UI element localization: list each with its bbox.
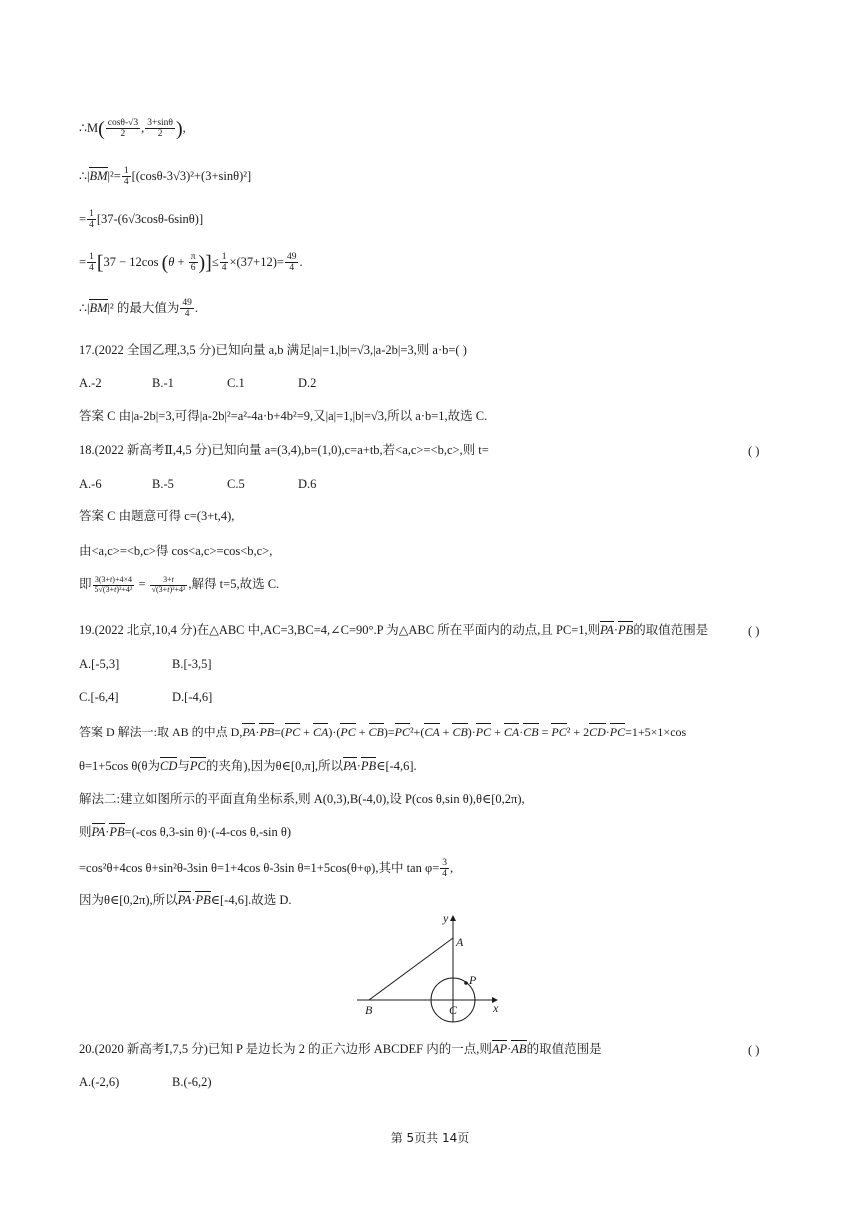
- q20-stem: 20.(2020 新高考Ⅰ,7,5 分)已知 P 是边长为 2 的正六边形 ABCDEF 内的一点,则AP·AB的取值范围是: [79, 1042, 602, 1056]
- q19-answer-method1-cont: θ=1+5cos θ(θ为CD与PC的夹角),因为θ∈[0,π],所以PA·PB∈[-4,6].: [79, 759, 417, 773]
- q18-option-c: C.5: [227, 477, 245, 491]
- q19-bracket: ( ): [748, 624, 760, 638]
- label-p: P: [469, 973, 477, 987]
- solution-line-expand: = $\frac{1}{4}$ [37-(6√3cosθ-6sinθ)]: [79, 209, 204, 231]
- q18-option-d: D.6: [298, 477, 317, 491]
- q18-step1: 由<a,c>=<b,c>得 cos<a,c>=cos<b,c>,: [79, 544, 273, 558]
- q17-answer: 答案 C 由|a-2b|=3,可得|a-2b|²=a²-4a·b+4b²=9,又|a|=1,|b|=√3,所以 a·b=1,故选 C.: [79, 409, 488, 423]
- segment-ab: [369, 938, 453, 1000]
- solution-line-bound: = $\frac{1}{4}$ [37 − 12cos (θ + $\frac{\pi}{6}$ )]≤ $\frac{1}{4}$ ×(37+12)= $\frac{49}{4}$ .: [79, 251, 303, 274]
- q17-option-d: D.2: [298, 376, 317, 390]
- q19-method2-line2: 则PA·PB=(-cos θ,3-sin θ)·(-4-cos θ,-sin θ): [79, 825, 292, 839]
- q19-option-d: D.[-4,6]: [172, 690, 213, 704]
- q19-option-b: B.[-3,5]: [172, 657, 212, 671]
- q20-bracket: ( ): [748, 1043, 760, 1057]
- q18-option-b: B.-5: [152, 477, 174, 491]
- q19-answer-method1: 答案 D 解法一:取 AB 的中点 D,PA·PB=(PC + CA)·(PC + CB)=PC²+(CA + CB)·PC + CA·CB = PC² + 2CD·PC=1+5×1×cos: [79, 725, 687, 739]
- q19-option-a: A.[-5,3]: [79, 657, 120, 671]
- page-footer: 第 5页共 14页: [390, 1131, 470, 1145]
- q17-option-a: A.-2: [79, 376, 102, 390]
- solution-line-m: ∴M( $\frac{\cos\theta-√3}{2}$ , $\frac{3+\sin\theta}{2}$ ),: [79, 117, 186, 140]
- q18-step2: 即 $\frac{3(3+t)+4\times 4}{\text{5√(3+t)²+4²}}$ = $\frac{3+t}{\text{√(3+t)²+4²}}$ ,解得 t=5,故选 C.: [79, 575, 280, 594]
- q19-method2-line3: =cos²θ+4cos θ+sin²θ-3sin θ=1+4cos θ-3sin θ=1+5cos(θ+φ),其中 tan φ= $\frac{3}{4}$ ,: [79, 858, 454, 880]
- q18-bracket: ( ): [748, 444, 760, 458]
- label-y: y: [443, 911, 449, 925]
- q19-method2: 解法二:建立如图所示的平面直角坐标系,则 A(0,3),B(-4,0),设 P(cos θ,sin θ),θ∈[0,2π),: [79, 792, 525, 806]
- q17-option-c: C.1: [227, 376, 245, 390]
- label-x: x: [493, 1001, 499, 1015]
- q20-option-b: B.(-6,2): [172, 1075, 212, 1089]
- label-c: C: [449, 1003, 458, 1017]
- solution-line-max: ∴|BM|² 的最大值为 $\frac{49}{4}$ .: [79, 298, 199, 320]
- q19-method2-line4: 因为θ∈[0,2π),所以PA·PB∈[-4,6].故选 D.: [79, 893, 292, 907]
- q19-stem: 19.(2022 北京,10,4 分)在△ABC 中,AC=3,BC=4,∠C=90°.P 为△ABC 所在平面内的动点,且 PC=1,则PA·PB的取值范围是: [79, 623, 709, 637]
- point-p: [464, 981, 468, 985]
- label-a: A: [456, 935, 464, 949]
- label-b: B: [365, 1003, 373, 1017]
- q18-option-a: A.-6: [79, 477, 102, 491]
- q18-stem: 18.(2022 新高考Ⅱ,4,5 分)已知向量 a=(3,4),b=(1,0),c=a+tb,若<a,c>=<b,c>,则 t=: [79, 443, 489, 457]
- q17-stem: 17.(2022 全国乙理,3,5 分)已知向量 a,b 满足|a|=1,|b|=√3,|a-2b|=3,则 a·b=( ): [79, 343, 467, 357]
- q19-option-c: C.[-6,4]: [79, 690, 119, 704]
- q17-option-b: B.-1: [152, 376, 174, 390]
- solution-line-bm-squared: ∴|BM|²= $\frac{1}{4}$ [(cosθ-3√3)²+(3+sinθ)²]: [79, 166, 252, 188]
- q18-answer: 答案 C 由题意可得 c=(3+t,4),: [79, 509, 235, 523]
- q20-option-a: A.(-2,6): [79, 1075, 120, 1089]
- q19-coordinate-figure: [355, 910, 515, 1030]
